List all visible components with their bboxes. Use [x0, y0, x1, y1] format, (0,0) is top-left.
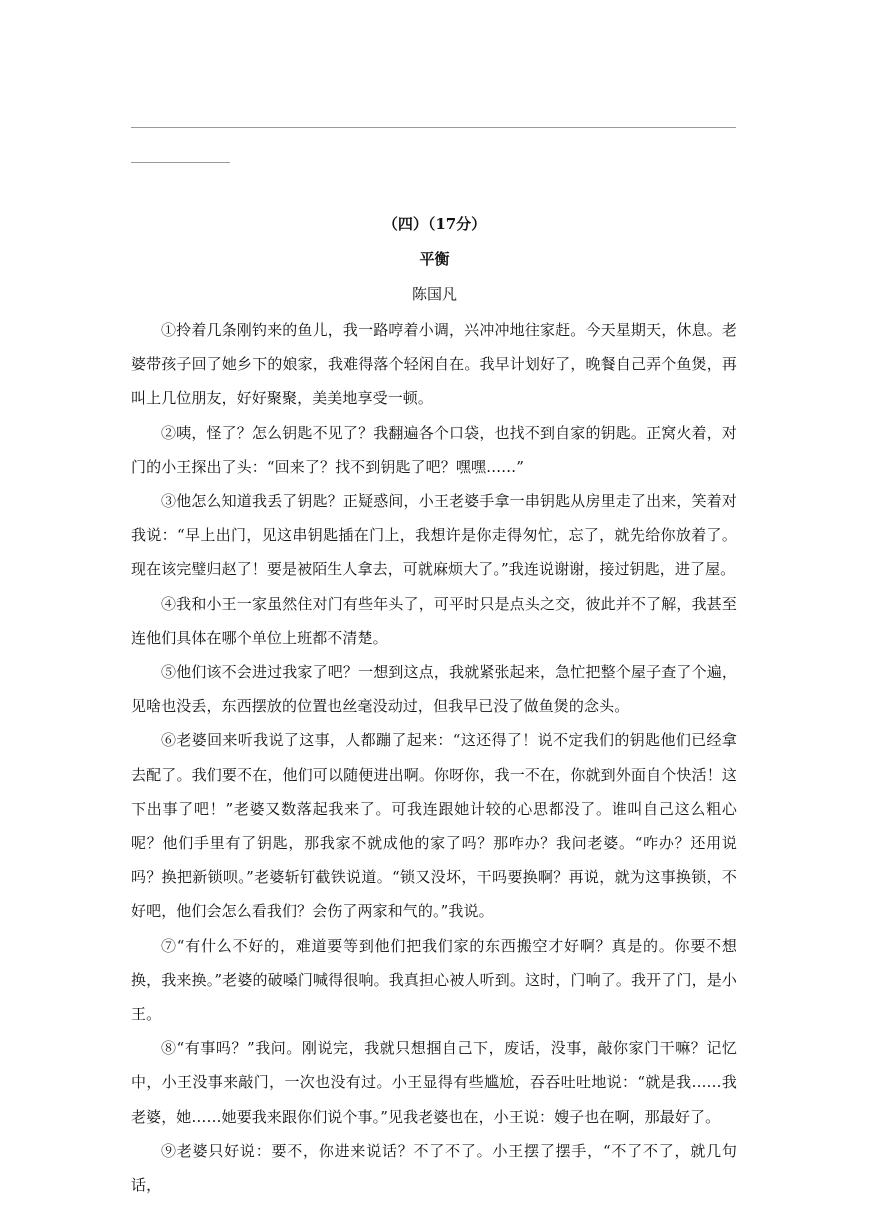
paragraph-5: ⑤他们该不会进过我家了吧？一想到这点，我就紧张起来，急忙把整个屋子查了个遍，见啥也没丢，东西摆放的位置也丝毫没动过，但我早已没了做鱼煲的念头。 [131, 663, 737, 716]
paragraph-6: ⑥老婆回来听我说了这事，人都蹦了起来：“这还得了！说不定我们的钥匙他们已经拿去配了。我们要不在，他们可以随便进出啊。你呀你，我一不在，你就到外面自个快活！这下出事了吧！”老婆又数落起我来了。可我连跟她计较的心思都没了。谁叫自己这么粗心呢？他们手里有了钥匙，那我家不就成他的家了吗？那咋办？我问老婆。“咋办？还用说吗？换把新锁呗。”老婆斩钉截铁说道。“锁又没坏，干吗要换啊？再说，就为这事换锁，不好吧，他们会怎么看我们？会伤了两家和气的。”我说。 [131, 731, 737, 921]
essay-author: 陈国凡 [411, 285, 457, 303]
paragraph-4: ④我和小王一家虽然住对门有些年头了，可平时只是点头之交，彼此并不了解，我甚至连他们具体在哪个单位上班都不清楚。 [131, 594, 737, 647]
header-rule-short [131, 162, 230, 163]
paragraph-8: ⑧“有事吗？”我问。刚说完，我就只想掴自己下，废话，没事，敲你家门干嘛？记忆中，小王没事来敲门，一次也没有过。小王显得有些尴尬，吞吞吐吐地说：“就是我……我老婆，她……她要我来跟你们说个事。”见我老婆也在，小王说：嫂子也在啊，那最好了。 [131, 1039, 737, 1126]
header-rule-long [131, 127, 736, 128]
essay-body [131, 313, 737, 1202]
paragraph-7: ⑦“有什么不好的，难道要等到他们把我们家的东西搬空才好啊？真是的。你要不想换，我来换。”老婆的破嗓门喊得很响。我真担心被人听到。这时，门响了。我开了门，是小王。 [131, 936, 737, 1024]
paragraph-9: ⑨老婆只好说：要不，你进来说话？不了不了。小王摆了摆手，“不了不了，就几句话， [131, 1141, 737, 1195]
essay-title: 平衡 [419, 250, 450, 268]
paragraph-3: ③他怎么知道我丢了钥匙？正疑惑间，小王老婆手拿一串钥匙从房里走了出来，笑着对我说：“早上出门，见这串钥匙插在门上，我想许是你走得匆忙，忘了，就先给你放着了。现在该完璧归赵了！要是被陌生人拿去，可就麻烦大了。”我连说谢谢，接过钥匙，进了屋。 [131, 492, 737, 579]
paragraph-2: ②咦，怪了？怎么钥匙不见了？我翻遍各个口袋，也找不到自家的钥匙。正窝火着，对门的小王探出了头：“回来了？找不到钥匙了吧？嘿嘿……” [131, 423, 737, 476]
section-heading: （四）（17分） [382, 215, 487, 233]
paragraph-1: ①拎着几条刚钓来的鱼儿，我一路哼着小调，兴冲冲地往家赶。今天星期天，休息。老婆带孩子回了她乡下的娘家，我难得落个轻闲自在。我早计划好了，晚餐自己弄个鱼煲，再叫上几位朋友，好好聚聚，美美地享受一顿。 [131, 321, 737, 408]
